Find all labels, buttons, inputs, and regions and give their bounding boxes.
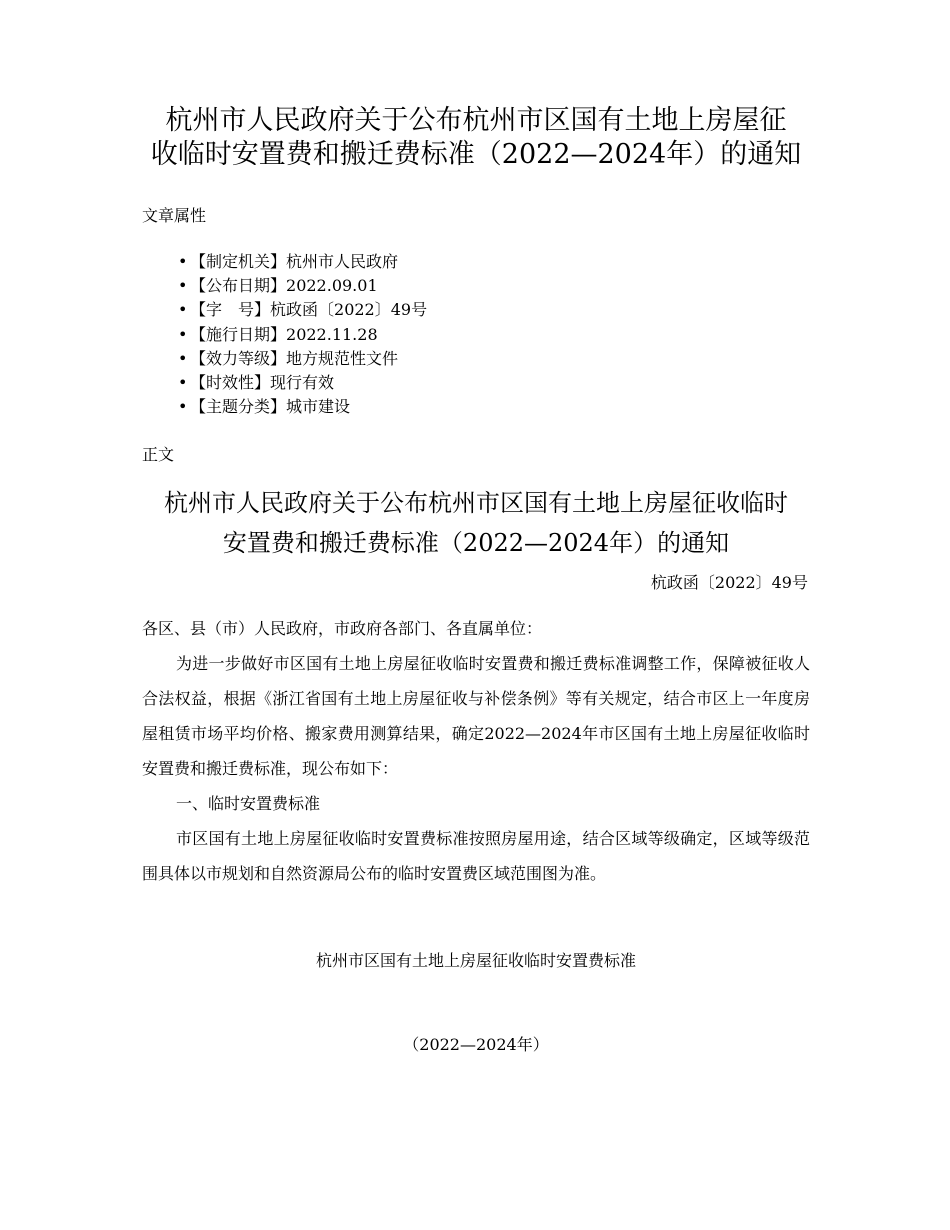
bullet-icon: • bbox=[178, 324, 188, 344]
salutation: 各区、县（市）人民政府，市政府各部门、各直属单位： bbox=[142, 619, 543, 639]
table-title: 杭州市区国有土地上房屋征收临时安置费标准 bbox=[315, 951, 636, 971]
attribute-value: 2022.11.28 bbox=[286, 324, 378, 344]
attribute-key: 【施行日期】 bbox=[190, 324, 287, 344]
attribute-key: 【字 号】 bbox=[190, 300, 271, 320]
body-title bbox=[142, 483, 810, 563]
body-title-line-2: 安置费和搬迁费标准（2022—2024年）的通知 bbox=[222, 529, 730, 558]
attribute-key: 【公布日期】 bbox=[190, 276, 287, 296]
attribute-key: 【效力等级】 bbox=[190, 348, 287, 368]
bullet-icon: • bbox=[178, 276, 188, 296]
bullet-icon: • bbox=[178, 373, 188, 393]
body-label: 正文 bbox=[142, 445, 175, 465]
table-subtitle: （2022—2024年） bbox=[403, 1035, 549, 1055]
attribute-item bbox=[178, 395, 810, 419]
bullet-icon: • bbox=[178, 397, 188, 417]
document-number: 杭政函〔2022〕49号 bbox=[650, 573, 808, 593]
document-title bbox=[142, 104, 810, 172]
attribute-item bbox=[178, 298, 810, 322]
bullet-icon: • bbox=[178, 348, 188, 368]
bullet-icon: • bbox=[178, 300, 188, 320]
attribute-value: 地方规范性文件 bbox=[286, 348, 399, 368]
attributes-label: 文章属性 bbox=[142, 206, 207, 225]
attribute-item bbox=[178, 274, 810, 298]
document-title-line-2: 收临时安置费和搬迁费标准（2022—2024年）的通知 bbox=[150, 139, 802, 170]
attribute-item bbox=[178, 250, 810, 274]
attribute-value: 杭政函〔2022〕49号 bbox=[270, 300, 428, 320]
attribute-value: 杭州市人民政府 bbox=[286, 252, 399, 271]
attribute-key: 【时效性】 bbox=[190, 373, 271, 393]
attribute-item bbox=[178, 323, 810, 347]
document-title-line-1: 杭州市人民政府关于公布杭州市区国有土地上房屋征 bbox=[165, 105, 787, 136]
body-title-line-1: 杭州市人民政府关于公布杭州市区国有土地上房屋征收临时 bbox=[164, 489, 788, 518]
attribute-item bbox=[178, 347, 810, 371]
attribute-value: 2022.09.01 bbox=[286, 276, 378, 296]
section-heading: 一、临时安置费标准 bbox=[176, 794, 321, 814]
attribute-key: 【制定机关】 bbox=[190, 252, 287, 271]
attribute-value: 城市建设 bbox=[286, 397, 351, 417]
attribute-item bbox=[178, 371, 810, 395]
paragraph-section-1: 市区国有土地上房屋征收临时安置费标准按照房屋用途，结合区域等级确定，区域等级范围具体以市规划和自然资源局公布的临时安置费区域范围图为准。 bbox=[142, 829, 810, 884]
attribute-key: 【主题分类】 bbox=[190, 397, 287, 417]
attribute-value: 现行有效 bbox=[270, 373, 335, 393]
paragraph-intro: 为进一步做好市区国有土地上房屋征收临时安置费和搬迁费标准调整工作，保障被征收人合法权益，根据《浙江省国有土地上房屋征收与补偿条例》等有关规定，结合市区上一年度房屋租赁市场平均价格、搬家费用测算结果，确定2022—2024年市区国有土地上房屋征收临时安置费和搬迁费标准，现公布如下： bbox=[142, 654, 810, 779]
bullet-icon: • bbox=[178, 252, 188, 271]
attributes-list bbox=[142, 250, 810, 419]
